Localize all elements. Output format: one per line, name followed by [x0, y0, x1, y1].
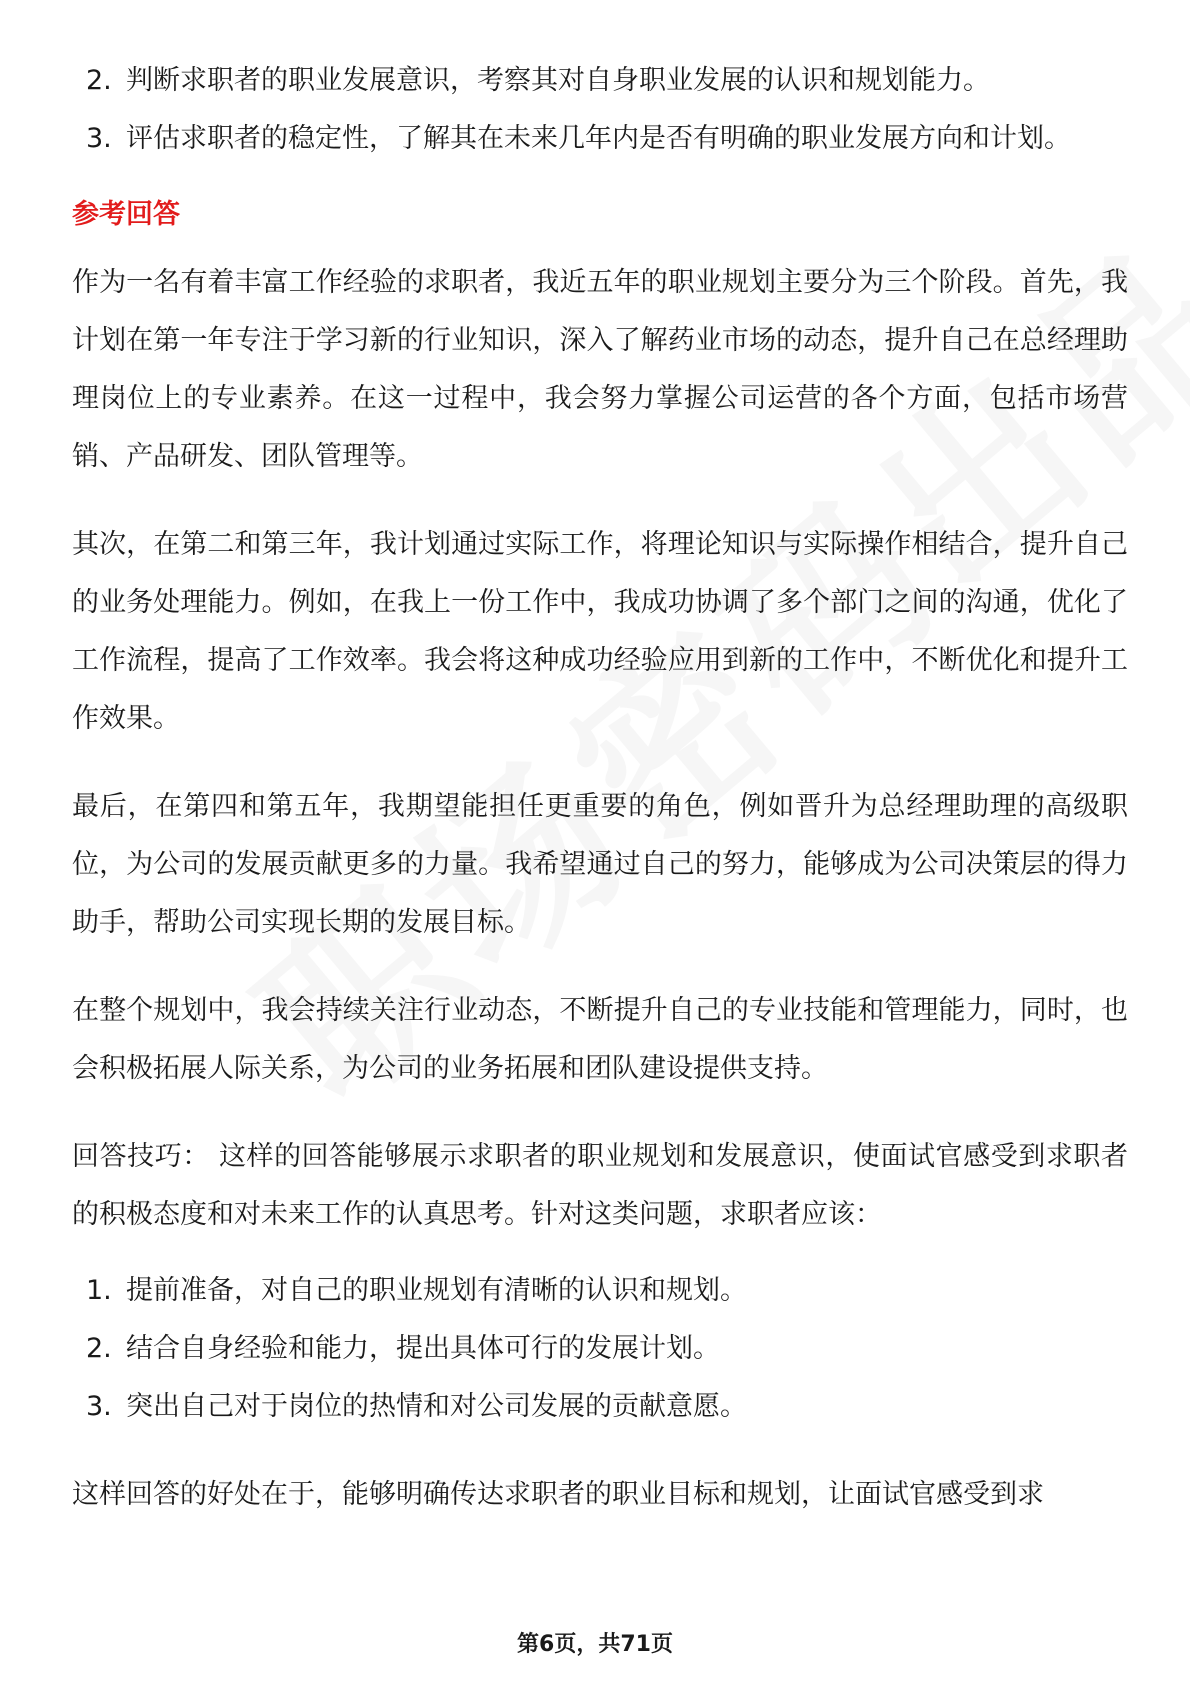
list-item-text: 提前准备，对自己的职业规划有清晰的认识和规划。	[126, 1275, 747, 1306]
answer-paragraph-1: 作为一名有着丰富工作经验的求职者，我近五年的职业规划主要分为三个阶段。首先，我计划在第一年专注于学习新的行业知识，深入了解药业市场的动态，提升自己在总经理助理岗位上的专业素养。在这一过程中，我会努力掌握公司运营的各个方面，包括市场营销、产品研发、团队管理等。	[72, 267, 1128, 472]
list-item	[72, 1320, 1128, 1378]
list-item-text: 结合自身经验和能力，提出具体可行的发展计划。	[126, 1333, 720, 1364]
list-item-number: 3.	[86, 123, 112, 154]
answer-paragraph-3: 最后，在第四和第五年，我期望能担任更重要的角色，例如晋升为总经理助理的高级职位，为公司的发展贡献更多的力量。我希望通过自己的努力，能够成为公司决策层的得力助手，帮助公司实现长期的发展目标。	[72, 791, 1128, 938]
list-item	[72, 110, 1128, 168]
list-item	[72, 1378, 1128, 1436]
list-item-number: 2.	[86, 65, 112, 96]
list-item	[72, 1262, 1128, 1320]
answer-paragraph-4: 在整个规划中，我会持续关注行业动态，不断提升自己的专业技能和管理能力，同时，也会积极拓展人际关系，为公司的业务拓展和团队建设提供支持。	[72, 995, 1128, 1084]
list-item-text: 评估求职者的稳定性，了解其在未来几年内是否有明确的职业发展方向和计划。	[126, 123, 1071, 154]
list-item	[72, 52, 1128, 110]
list-item-text: 突出自己对于岗位的热情和对公司发展的贡献意愿。	[126, 1391, 747, 1422]
list-item-number: 3.	[86, 1391, 112, 1422]
answer-tips-paragraph: 回答技巧： 这样的回答能够展示求职者的职业规划和发展意识，使面试官感受到求职者的积极态度和对未来工作的认真思考。针对这类问题，求职者应该：	[72, 1141, 1128, 1230]
list-item-number: 1.	[86, 1275, 112, 1306]
list-item-number: 2.	[86, 1333, 112, 1364]
answer-tips-list	[72, 1262, 1128, 1436]
page-content	[72, 52, 1128, 1554]
closing-paragraph: 这样回答的好处在于，能够明确传达求职者的职业目标和规划，让面试官感受到求	[72, 1479, 1044, 1510]
evaluation-purpose-list	[72, 52, 1128, 168]
list-item-text: 判断求职者的职业发展意识，考察其对自身职业发展的认识和规划能力。	[126, 65, 990, 96]
page-number-footer: 第6页，共71页	[517, 1632, 673, 1657]
answer-paragraph-2: 其次，在第二和第三年，我计划通过实际工作，将理论知识与实际操作相结合，提升自己的业务处理能力。例如，在我上一份工作中，我成功协调了多个部门之间的沟通，优化了工作流程，提高了工作效率。我会将这种成功经验应用到新的工作中，不断优化和提升工作效果。	[72, 529, 1128, 734]
section-title-reference-answer: 参考回答	[72, 199, 180, 230]
